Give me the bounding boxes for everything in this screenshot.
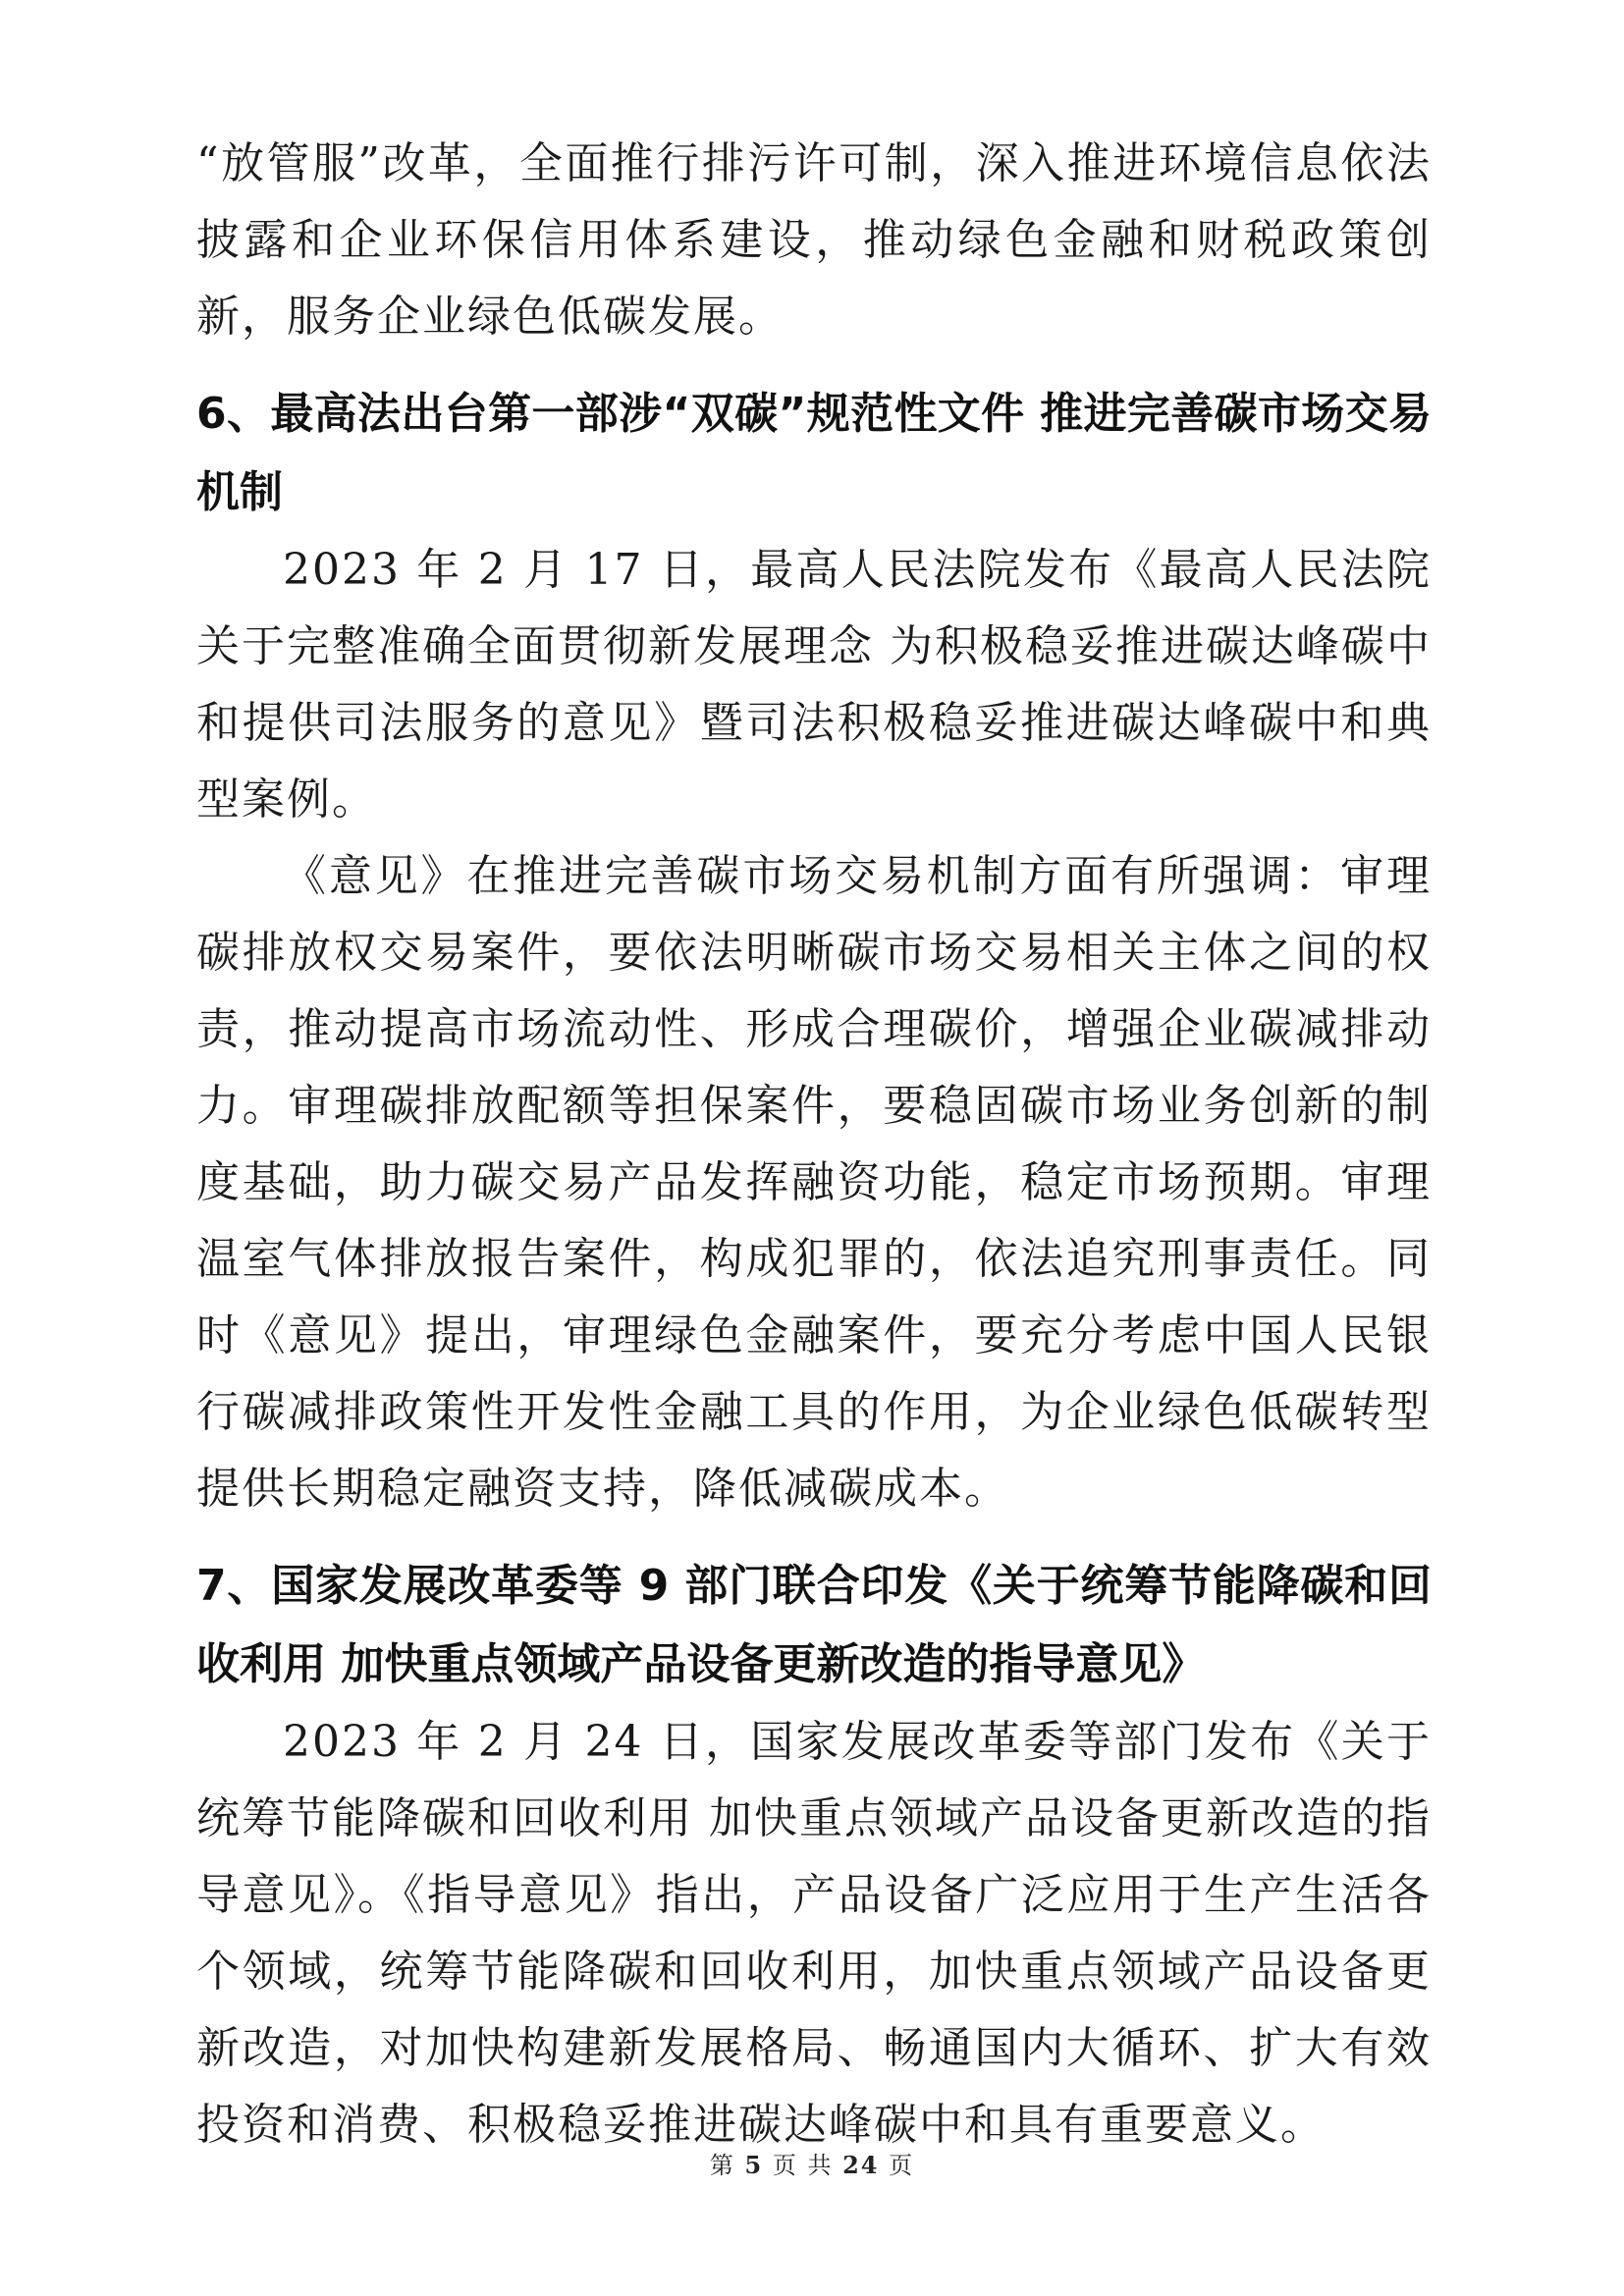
paragraph-7-1: 2023 年 2 月 24 日，国家发展改革委等部门发布《关于统筹节能降碳和回收利用 加快重点领域产品设备更新改造的指导意见》。《指导意见》指出，产品设备广泛应用于生产生活各个领域，统筹节能降碳和回收利用，加快重点领域产品设备更新改造，对加快构建新发展格局、畅通国内大循环、扩大有效投资和消费、积极稳妥推进碳达峰碳中和具有重要意义。 (196, 1717, 1432, 2150)
section-heading-6: 6、最高法出台第一部涉“双碳”规范性文件 推进完善碳市场交易机制 (196, 389, 1432, 517)
footer-page-number: 5 (744, 2151, 764, 2179)
footer-total-pages: 24 (842, 2151, 880, 2179)
spacer (196, 355, 1432, 375)
spacer (196, 1527, 1432, 1547)
page-footer (0, 2146, 1624, 2180)
paragraph-continuation: “放管服”改革，全面推行排污许可制，深入推进环境信息依法披露和企业环保信用体系建设，推动绿色金融和财税政策创新，服务企业绿色低碳发展。 (196, 138, 1432, 342)
paragraph-6-2: 《意见》在推进完善碳市场交易机制方面有所强调：审理碳排放权交易案件，要依法明晰碳市场交易相关主体之间的权责，推动提高市场流动性、形成合理碳价，增强企业碳减排动力。审理碳排放配额等担保案件，要稳固碳市场业务创新的制度基础，助力碳交易产品发挥融资功能，稳定市场预期。审理温室气体排放报告案件，构成犯罪的，依法追究刑事责任。同时《意见》提出，审理绿色金融案件，要充分考虑中国人民银行碳减排政策性开发性金融工具的作用，为企业绿色低碳转型提供长期稳定融资支持，降低减碳成本。 (196, 851, 1432, 1514)
page-content (196, 126, 1432, 2163)
footer-middle: 页 共 (772, 2152, 834, 2179)
footer-prefix: 第 (709, 2152, 735, 2179)
footer-suffix: 页 (889, 2152, 915, 2179)
paragraph-6-1: 2023 年 2 月 17 日，最高人民法院发布《最高人民法院关于完整准确全面贯彻新发展理念 为积极稳妥推进碳达峰碳中和提供司法服务的意见》暨司法积极稳妥推进碳达峰碳中和典型案例。 (196, 545, 1432, 825)
section-heading-7: 7、国家发展改革委等 9 部门联合印发《关于统筹节能降碳和回收利用 加快重点领域产品设备更新改造的指导意见》 (196, 1561, 1432, 1689)
